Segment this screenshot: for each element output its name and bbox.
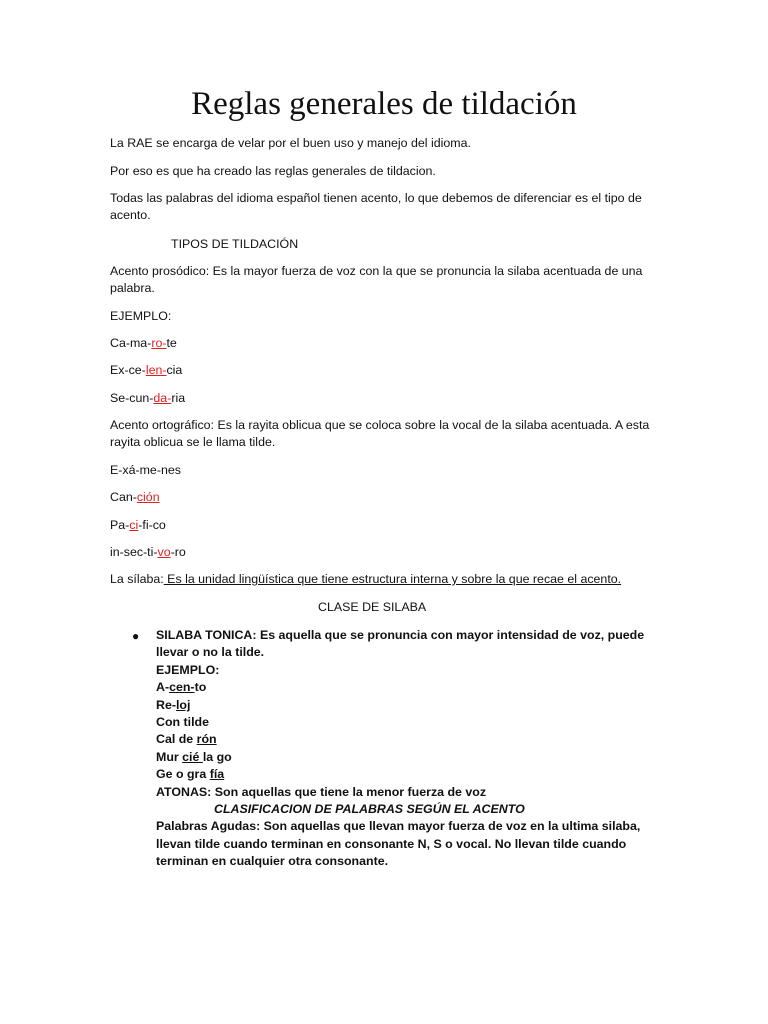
paragraph-rae: La RAE se encarga de velar por el buen uso y manejo del idioma. (110, 136, 471, 150)
bullet-icon: ● (132, 629, 140, 643)
example-secundaria: Se-cun-da-ria (110, 391, 186, 405)
list-atonas: ATONAS: Son aquellas que tiene la menor fuerza de voz (156, 784, 487, 799)
paragraph-acento: Todas las palabras del idioma español tienen acento, lo que debemos de diferenciar es el tipo de acento. (110, 191, 642, 222)
example-excelencia: Ex-ce-len-cia (110, 363, 183, 377)
list-reloj: Re-loj (156, 697, 191, 712)
label-ejemplo: EJEMPLO: (110, 309, 172, 323)
list-con-tilde: Con tilde (156, 715, 209, 730)
list-agudas: Palabras Agudas: Son aquellas que llevan mayor fuerza de voz en la ultima silaba, llevan tilde cuando terminan en consonante N, S o vocal. No llevan tilde cuando terminan en cualquier otra consonante. (156, 819, 641, 869)
list-ejemplo: EJEMPLO: (156, 662, 220, 677)
example-cancion: Can-ción (110, 490, 160, 504)
paragraph-reglas: Por eso es que ha creado las reglas generales de tildacion. (110, 164, 436, 178)
bullet-list (156, 627, 676, 871)
paragraph-prosodico: Acento prosódico: Es la mayor fuerza de voz con la que se pronuncia la silaba acentuada de una palabra. (110, 264, 643, 295)
list-geografia: Ge o gra fía (156, 767, 225, 782)
list-clasificacion: CLASIFICACION DE PALABRAS SEGÚN EL ACENTO (214, 802, 525, 817)
example-insectivoro: in-sec-ti-vo-ro (110, 545, 186, 559)
example-camarote: Ca-ma-ro-te (110, 336, 177, 350)
list-murcielago: Mur cié la go (156, 749, 232, 764)
paragraph-silaba: La sílaba: Es la unidad lingüística que tiene estructura interna y sobre la que recae el acento. (110, 572, 622, 586)
document-title: Reglas generales de tildación (191, 86, 577, 122)
example-pacifico: Pa-ci-fi-co (110, 518, 166, 532)
list-calderon: Cal de rón (156, 732, 217, 747)
list-tonica: SILABA TONICA: Es aquella que se pronuncia con mayor intensidad de voz, puede llevar o no la tilde. (156, 628, 645, 660)
heading-clase: CLASE DE SILABA (318, 600, 427, 614)
example-examenes: E-xá-me-nes (110, 463, 181, 477)
list-acento: A-cen-to (156, 680, 207, 695)
heading-tipos: TIPOS DE TILDACIÓN (171, 237, 299, 251)
paragraph-ortografico: Acento ortográfico: Es la rayita oblicua que se coloca sobre la vocal de la silaba acentuada. A esta rayita oblicua se le llama tilde. (110, 418, 650, 449)
